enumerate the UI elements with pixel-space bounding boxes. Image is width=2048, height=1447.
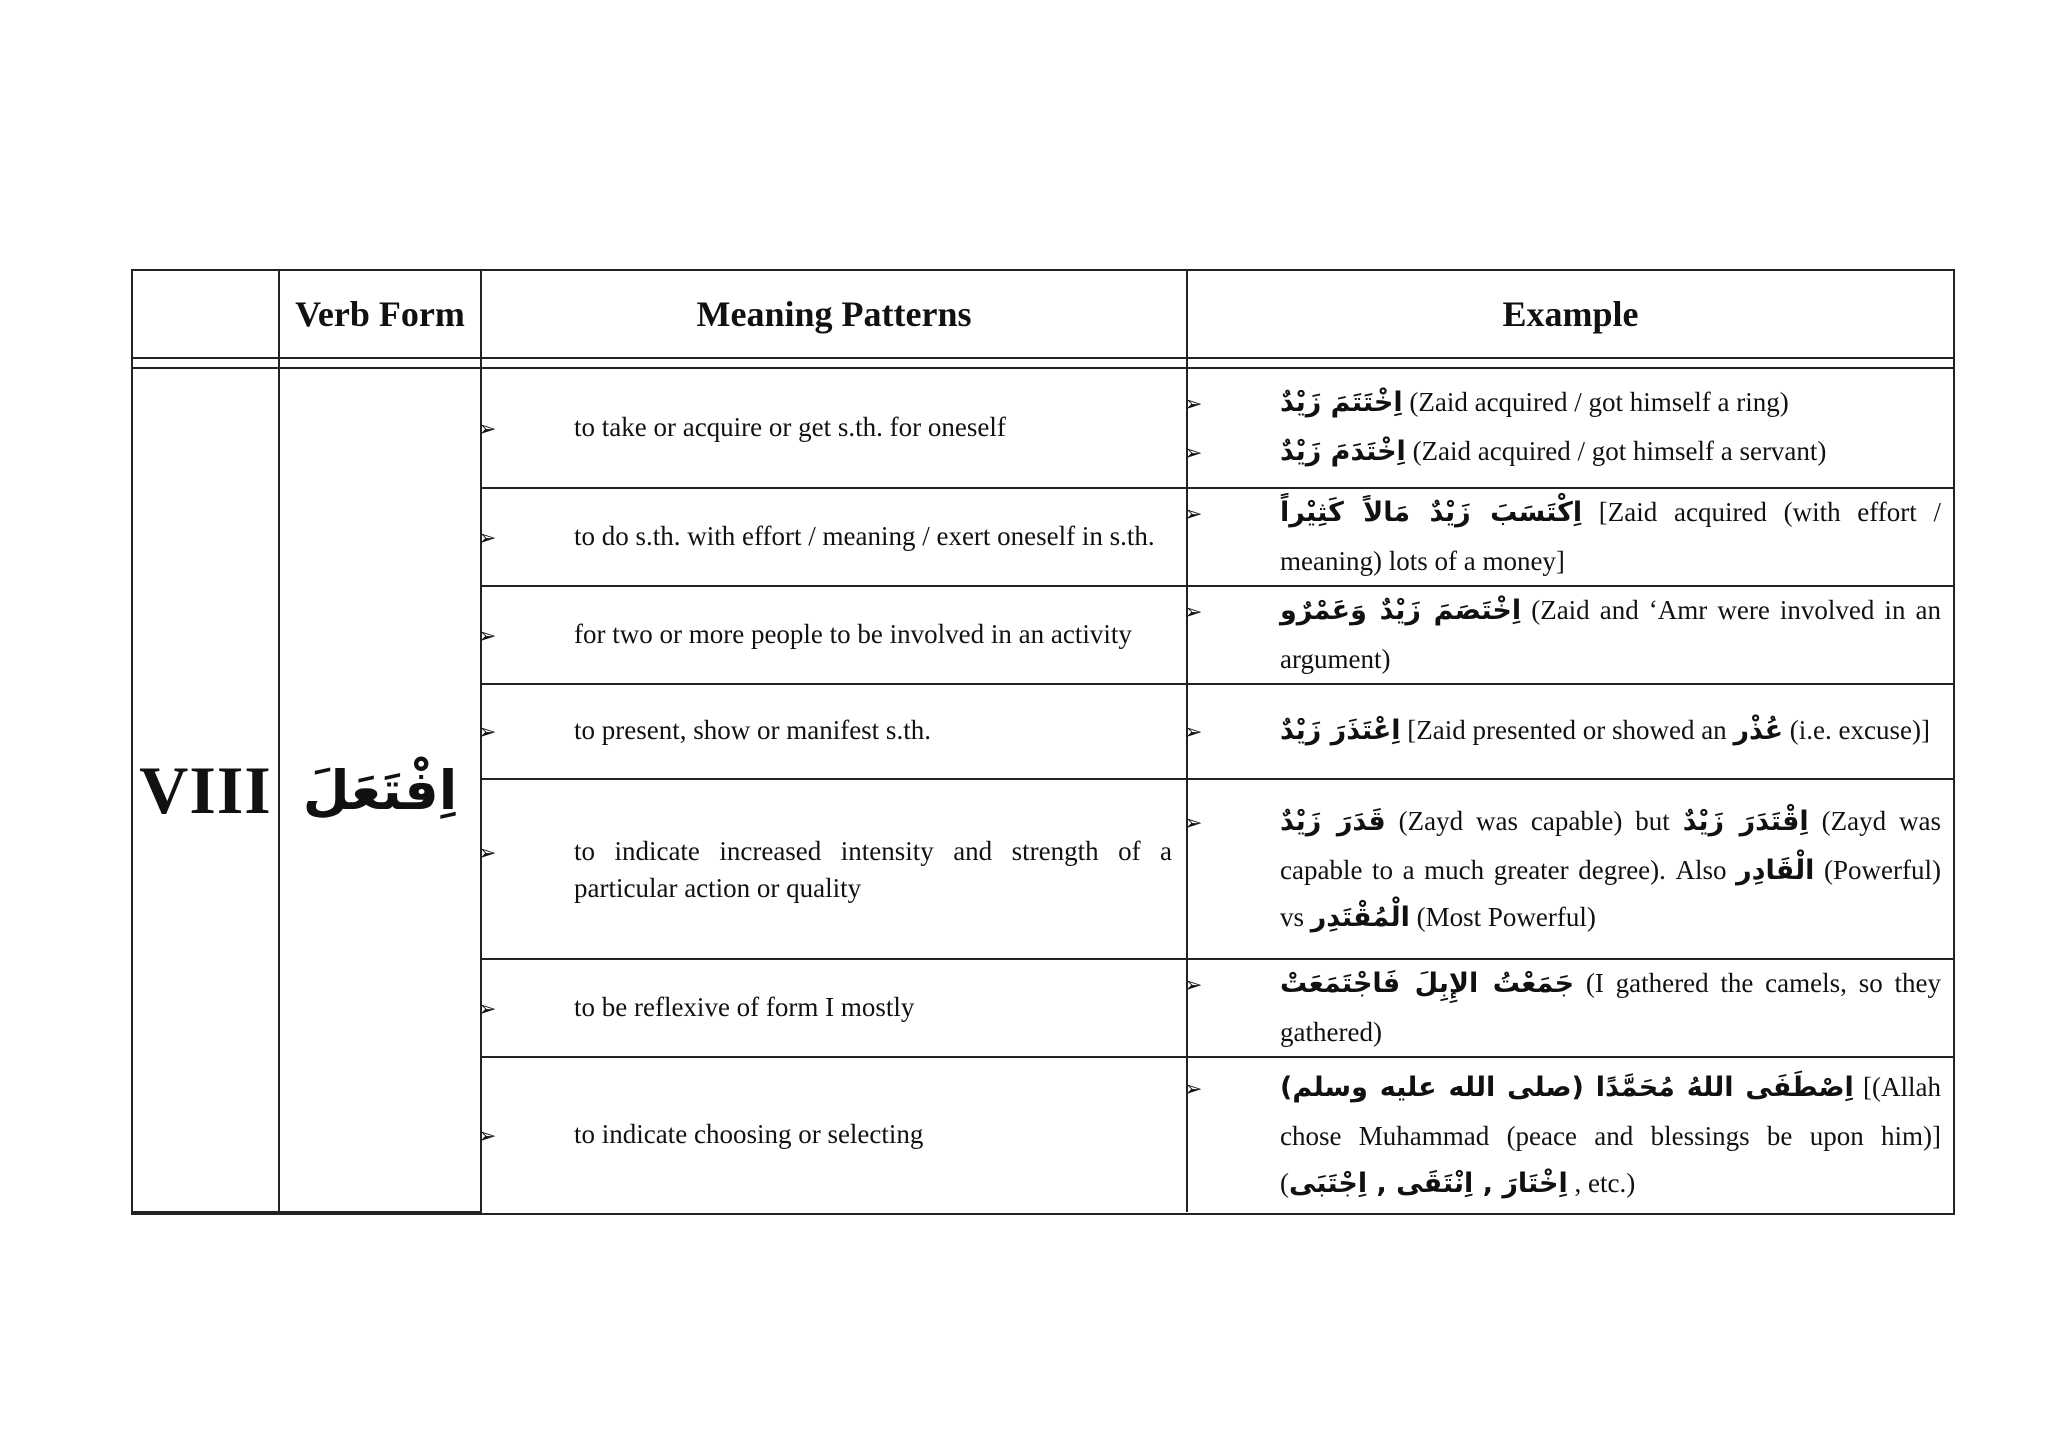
arrow-bullet-icon: ➢ (1184, 810, 1203, 836)
example-english: (i.e. excuse)] (1783, 715, 1930, 745)
example-arabic: اِخْتَدَمَ زَيْدٌ (1280, 436, 1406, 467)
header-example: Example (1187, 271, 1953, 358)
example-arabic: عُذْر (1733, 715, 1784, 746)
example-cell (1184, 368, 1953, 488)
arrow-bullet-icon: ➢ (478, 720, 497, 745)
arrow-bullet-icon: ➢ (478, 623, 497, 649)
header-row (133, 271, 1953, 358)
example-english: (Zaid acquired / got himself a ring) (1402, 387, 1789, 417)
arrow-bullet-icon: ➢ (1184, 392, 1203, 417)
example-english: (Most Powerful) (1409, 901, 1596, 932)
arrow-bullet-icon: ➢ (1184, 720, 1203, 745)
example-english: (Zayd was capable) but (1385, 805, 1683, 836)
example-arabic: اِخْتَارَ , اِنْتَقَى , اِجْتَبَى (1289, 1167, 1568, 1199)
example-line (1184, 379, 1941, 428)
example-cell (1184, 586, 1953, 684)
example-arabic: اِكْتَسَبَ زَيْدٌ مَالاً كَثِيْراً (1280, 497, 1583, 528)
arrow-bullet-icon: ➢ (1184, 441, 1203, 466)
arrow-bullet-icon: ➢ (478, 525, 497, 551)
arrow-bullet-icon: ➢ (1184, 600, 1203, 625)
example-english: , etc.) (1567, 1167, 1636, 1198)
meaning-cell (478, 1057, 1187, 1212)
meaning-text: to be reflexive of form I mostly (574, 991, 915, 1022)
example-cell (1184, 1057, 1953, 1212)
example-english: (I gathered the camels, so they gathered) (1280, 968, 1941, 1047)
example-line (1184, 428, 1941, 477)
meaning-text: for two or more people to be involved in an activity (574, 618, 1132, 649)
example-arabic: اِصْطَفَى اللهُ مُحَمَّدًا (صلى الله عليه وسلم) (1280, 1071, 1854, 1103)
meaning-cell (478, 684, 1187, 779)
form-arabic: اِفْتَعَلَ (279, 368, 481, 1212)
arrow-bullet-icon: ➢ (478, 840, 497, 866)
meaning-cell (478, 779, 1187, 959)
example-cell (1184, 959, 1953, 1057)
example-arabic: اِعْتَذَرَ زَيْدٌ (1280, 715, 1401, 746)
arrow-bullet-icon: ➢ (1184, 502, 1203, 527)
example-english: [Zaid acquired (with effort / meaning) lots of a money] (1280, 497, 1941, 576)
meaning-cell (478, 586, 1187, 684)
arrow-bullet-icon: ➢ (1184, 973, 1203, 998)
example-arabic: الْمُقْتَدِر (1310, 901, 1410, 933)
table-row (133, 368, 1953, 488)
example-arabic: الْقَادِر (1736, 854, 1815, 886)
header-verb-form: Verb Form (279, 271, 481, 358)
verb-form-table (131, 269, 1955, 1215)
example-arabic: اِخْتَتَمَ زَيْدٌ (1280, 387, 1403, 418)
form-number: VIII (133, 368, 279, 1212)
meaning-text: to indicate choosing or selecting (574, 1118, 924, 1149)
arrow-bullet-icon: ➢ (1184, 1076, 1203, 1102)
example-english: [(Allah chose Muhammad (peace and blessings be upon him)] ( (1280, 1071, 1941, 1198)
example-arabic: قَدَرَ زَيْدٌ (1280, 805, 1386, 837)
meaning-text: to take or acquire or get s.th. for oneself (574, 411, 1006, 442)
meaning-cell (478, 959, 1187, 1057)
header-meaning-patterns: Meaning Patterns (481, 271, 1187, 358)
example-english: (Zayd was capable to a much greater degree). Also (1280, 805, 1942, 885)
header-separator (133, 358, 1953, 368)
example-cell (1184, 779, 1953, 959)
example-arabic: جَمَعْتُ الإِبِلَ فَاجْتَمَعَتْ (1280, 968, 1575, 999)
meaning-cell (478, 488, 1187, 586)
meaning-text: to indicate increased intensity and strength of a particular action or quality (574, 835, 1172, 903)
grid (133, 271, 1953, 1213)
example-cell (1184, 488, 1953, 586)
example-cell (1184, 684, 1953, 779)
example-english: (Powerful) vs (1280, 854, 1941, 932)
arrow-bullet-icon: ➢ (478, 1123, 497, 1149)
arrow-bullet-icon: ➢ (478, 996, 497, 1022)
meaning-text: to present, show or manifest s.th. (574, 715, 931, 745)
example-english: (Zaid acquired / got himself a servant) (1405, 436, 1827, 466)
meaning-cell (478, 368, 1187, 488)
example-english: [Zaid presented or showed an (1400, 715, 1734, 745)
example-english: (Zaid and ‘Amr were involved in an argument) (1280, 595, 1941, 674)
example-arabic: اِخْتَصَمَ زَيْدٌ وَعَمْرٌو (1280, 595, 1522, 626)
example-arabic: اِقْتَدَرَ زَيْدٌ (1682, 805, 1809, 837)
header-blank (133, 271, 279, 358)
meaning-text: to do s.th. with effort / meaning / exert oneself in s.th. (574, 520, 1155, 551)
arrow-bullet-icon: ➢ (478, 416, 497, 442)
